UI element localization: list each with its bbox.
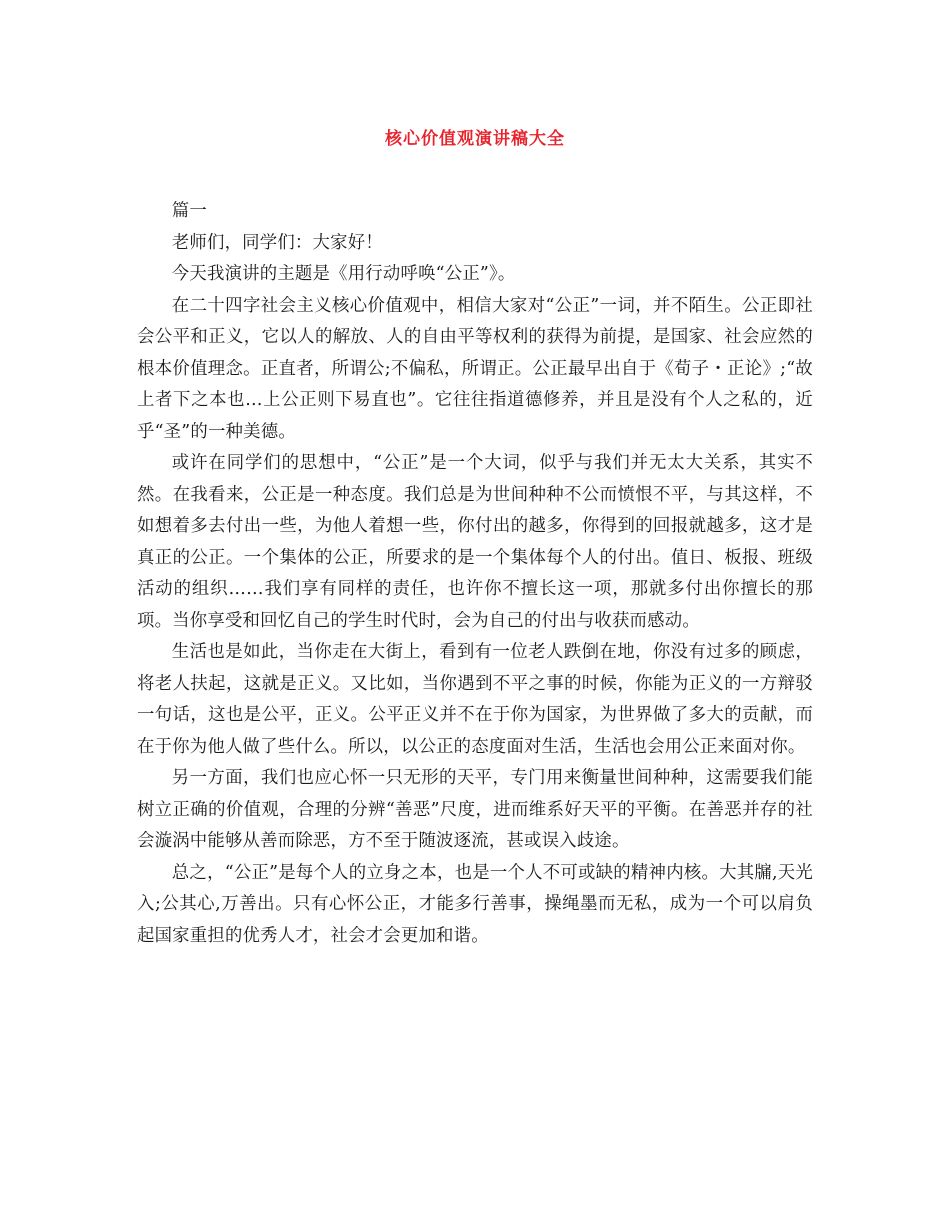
conclusion-paragraph: 总之，“公正”是每个人的立身之本，也是一个人不可或缺的精神内核。大其牖,天光入;公其心,万善出。只有心怀公正，才能多行善事，操绳墨而无私，成为一个可以肩负起国家重担的优秀人才，社会才会更加和谐。 [137, 862, 813, 946]
topic-paragraph: 今天我演讲的主题是《用行动呼唤“公正”》。 [171, 264, 516, 284]
body-paragraph: 另一方面，我们也应心怀一只无形的天平，专门用来衡量世间种种，这需要我们能树立正确的价值观，合理的分辨“善恶”尺度，进而维系好天平的平衡。在善恶并存的社会漩涡中能够从善而除恶，方不至于随波逐流，甚或误入歧途。 [137, 768, 813, 851]
body-paragraph: 在二十四字社会主义核心价值观中，相信大家对“公正”一词，并不陌生。公正即社会公平和正义，它以人的解放、人的自由平等权利的获得为前提，是国家、社会应然的根本价值理念。正直者，所谓公;不偏私，所谓正。公正最早出自于《荀子・正论》;“故上者下之本也…上公正则下易直也”。它往往指道德修养，并且是没有个人之私的，近乎“圣”的一种美德。 [137, 295, 813, 442]
document-body [137, 196, 813, 952]
body-paragraph: 生活也是如此，当你走在大街上，看到有一位老人跌倒在地，你没有过多的顾虑，将老人扶起，这就是正义。又比如，当你遇到不平之事的时候，你能为正义的一方辩驳一句话，这也是公平，正义。公平正义并不在于你为国家，为世界做了多大的贡献，而在于你为他人做了些什么。所以，以公正的态度面对生活，生活也会用公正来面对你。 [137, 642, 813, 757]
greeting-paragraph: 老师们，同学们：大家好！ [171, 232, 383, 253]
body-paragraph: 或许在同学们的思想中，“公正”是一个大词，似乎与我们并无太大关系，其实不然。在我看来，公正是一种态度。我们总是为世间种种不公而愤恨不平，与其这样，不如想着多去付出一些，为他人着想一些，你付出的越多，你得到的回报就越多，这才是真正的公正。一个集体的公正，所要求的是一个集体每个人的付出。值日、板报、班级活动的组织……我们享有同样的责任，也许你不擅长这一项，那就多付出你擅长的那项。当你享受和回忆自己的学生时代时，会为自己的付出与收获而感动。 [137, 453, 813, 631]
section-heading: 篇一 [171, 201, 207, 221]
document-title: 核心价值观演讲稿大全 [385, 129, 565, 149]
